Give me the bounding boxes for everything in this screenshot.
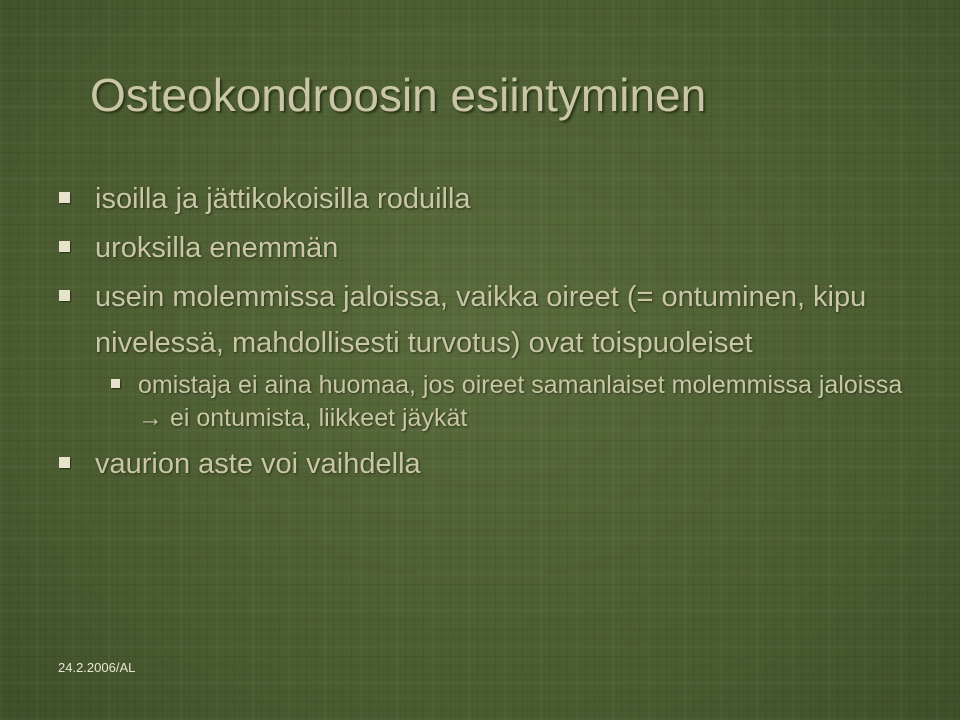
slide-title: Osteokondroosin esiintyminen: [90, 69, 707, 121]
square-bullet-icon: [111, 379, 120, 388]
bullet-text: vaurion aste voi vaihdella: [95, 448, 421, 480]
bullet-text: usein molemmissa jaloissa, vaikka oireet (= ontuminen, kipu nivelessä, mahdollisesti turvotus) ovat toispuoleiset: [95, 281, 867, 359]
square-bullet-icon: [59, 192, 70, 203]
square-bullet-icon: [59, 457, 70, 468]
bullet-item-males: [56, 225, 916, 271]
bullet-item-both-legs: [56, 274, 916, 366]
bullet-text: isoilla ja jättikokoisilla roduilla: [95, 183, 471, 215]
footer-date: 24.2.2006/AL: [58, 660, 136, 675]
sub-bullet-item-owner: [99, 369, 916, 435]
square-bullet-icon: [59, 241, 70, 252]
bullet-text: omistaja ei aina huomaa, jos oireet samanlaiset molemmissa jaloissa → ei ontumista, liikkeet jäykät: [138, 371, 903, 432]
bullet-text: uroksilla enemmän: [95, 232, 339, 264]
bullet-item-severity: [56, 441, 916, 487]
bullet-item-large-breeds: [56, 176, 916, 222]
bullet-list: [56, 176, 916, 490]
square-bullet-icon: [59, 290, 70, 301]
